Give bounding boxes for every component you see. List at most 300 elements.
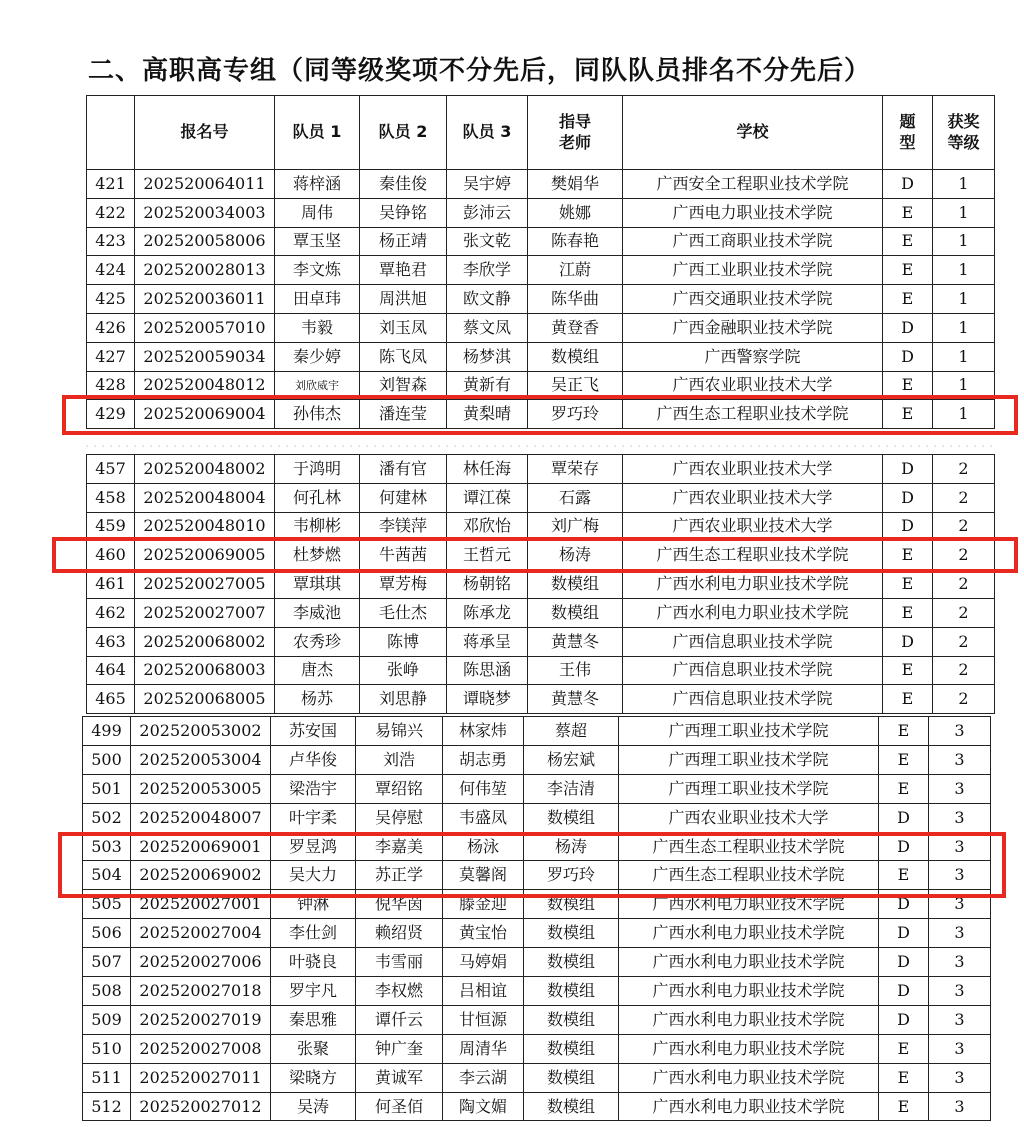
cell-advisor: 石露 bbox=[528, 483, 623, 512]
cell-member-2: 钟广奎 bbox=[356, 1034, 443, 1063]
table-row bbox=[83, 717, 991, 746]
cell-reg-no: 202520027005 bbox=[135, 570, 275, 599]
cell-member-3: 马婷娟 bbox=[443, 948, 524, 977]
cell-award: 3 bbox=[929, 1092, 991, 1121]
cell-award: 3 bbox=[929, 890, 991, 919]
table-row bbox=[83, 948, 991, 977]
cell-index: 421 bbox=[87, 170, 135, 199]
cell-type: D bbox=[883, 483, 933, 512]
cell-reg-no: 202520059034 bbox=[135, 342, 275, 371]
cell-member-1: 韦毅 bbox=[275, 313, 360, 342]
cell-award: 3 bbox=[929, 832, 991, 861]
cell-award: 2 bbox=[933, 656, 995, 685]
cell-member-3: 莫馨阁 bbox=[443, 861, 524, 890]
cell-member-1: 苏安国 bbox=[271, 717, 356, 746]
cell-member-1: 杜梦燃 bbox=[275, 541, 360, 570]
cell-advisor: 数模组 bbox=[528, 570, 623, 599]
cell-type: E bbox=[879, 1092, 929, 1121]
cell-index: 422 bbox=[87, 198, 135, 227]
cell-member-3: 彭沛云 bbox=[447, 198, 528, 227]
header-member-3: 队员 3 bbox=[447, 96, 528, 170]
cell-index: 511 bbox=[83, 1063, 131, 1092]
table-row bbox=[87, 541, 995, 570]
table-fragment-second-prize bbox=[86, 454, 995, 714]
cell-reg-no: 202520048007 bbox=[131, 803, 271, 832]
table-row bbox=[83, 1034, 991, 1063]
cell-school: 广西金融职业技术学院 bbox=[623, 313, 883, 342]
cell-member-2: 潘有官 bbox=[360, 455, 447, 484]
award-table-1 bbox=[86, 95, 995, 429]
table-row bbox=[87, 483, 995, 512]
cell-member-2: 秦佳俊 bbox=[360, 170, 447, 199]
cell-member-3: 吴宇婷 bbox=[447, 170, 528, 199]
cell-member-3: 杨梦淇 bbox=[447, 342, 528, 371]
cell-award: 1 bbox=[933, 198, 995, 227]
cell-member-2: 刘智森 bbox=[360, 371, 447, 400]
cell-index: 463 bbox=[87, 627, 135, 656]
cell-member-3: 林家炜 bbox=[443, 717, 524, 746]
cell-reg-no: 202520027011 bbox=[131, 1063, 271, 1092]
cell-member-3: 黄宝怡 bbox=[443, 919, 524, 948]
cell-type: D bbox=[883, 313, 933, 342]
cell-member-3: 何伟堃 bbox=[443, 774, 524, 803]
cell-index: 504 bbox=[83, 861, 131, 890]
cell-type: D bbox=[879, 890, 929, 919]
cell-advisor: 数模组 bbox=[524, 803, 619, 832]
cell-member-1: 李文炼 bbox=[275, 256, 360, 285]
cell-type: E bbox=[879, 1063, 929, 1092]
cell-index: 506 bbox=[83, 919, 131, 948]
cell-member-2: 刘浩 bbox=[356, 745, 443, 774]
cell-index: 457 bbox=[87, 455, 135, 484]
cell-school: 广西电力职业技术学院 bbox=[623, 198, 883, 227]
cell-member-1: 李威池 bbox=[275, 598, 360, 627]
cell-member-2: 张峥 bbox=[360, 656, 447, 685]
cell-reg-no: 202520048010 bbox=[135, 512, 275, 541]
cell-school: 广西农业职业技术大学 bbox=[623, 483, 883, 512]
table-body-second bbox=[87, 455, 995, 714]
cell-index: 500 bbox=[83, 745, 131, 774]
cell-school: 广西信息职业技术学院 bbox=[623, 656, 883, 685]
cell-member-3: 陈思涵 bbox=[447, 656, 528, 685]
cell-advisor: 吴正飞 bbox=[528, 371, 623, 400]
cell-school: 广西生态工程职业技术学院 bbox=[623, 400, 883, 429]
header-advisor bbox=[528, 96, 623, 170]
cell-award: 2 bbox=[933, 455, 995, 484]
cell-award: 3 bbox=[929, 948, 991, 977]
page-title: 二、高职高专组（同等级奖项不分先后，同队队员排名不分先后） bbox=[88, 56, 872, 86]
award-table-2 bbox=[86, 454, 995, 714]
cell-advisor: 数模组 bbox=[528, 598, 623, 627]
cell-member-1: 于鸿明 bbox=[275, 455, 360, 484]
header-member-2: 队员 2 bbox=[360, 96, 447, 170]
cell-index: 424 bbox=[87, 256, 135, 285]
cell-school: 广西信息职业技术学院 bbox=[623, 627, 883, 656]
cell-advisor: 数模组 bbox=[524, 1005, 619, 1034]
cell-award: 3 bbox=[929, 919, 991, 948]
cell-award: 3 bbox=[929, 745, 991, 774]
cell-reg-no: 202520028013 bbox=[135, 256, 275, 285]
header-award-text: 获奖等级 bbox=[947, 111, 980, 152]
cell-member-3: 滕金迎 bbox=[443, 890, 524, 919]
cell-reg-no: 202520053002 bbox=[131, 717, 271, 746]
cell-member-3: 邓欣怡 bbox=[447, 512, 528, 541]
cell-school: 广西水利电力职业技术学院 bbox=[623, 598, 883, 627]
cell-type: E bbox=[879, 1034, 929, 1063]
cell-advisor: 刘广梅 bbox=[528, 512, 623, 541]
cell-member-2: 黄诚军 bbox=[356, 1063, 443, 1092]
table-row bbox=[83, 1063, 991, 1092]
cell-school: 广西安全工程职业技术学院 bbox=[623, 170, 883, 199]
table-row bbox=[83, 919, 991, 948]
cell-type: D bbox=[879, 1005, 929, 1034]
cell-school: 广西交通职业技术学院 bbox=[623, 285, 883, 314]
header-type-text: 题型 bbox=[899, 111, 916, 152]
cell-index: 459 bbox=[87, 512, 135, 541]
cell-type: E bbox=[883, 598, 933, 627]
cell-member-2: 苏正学 bbox=[356, 861, 443, 890]
cell-reg-no: 202520027004 bbox=[131, 919, 271, 948]
cell-type: E bbox=[883, 371, 933, 400]
table-fragment-first-prize bbox=[86, 95, 995, 429]
cell-member-3: 杨泳 bbox=[443, 832, 524, 861]
cell-advisor: 数模组 bbox=[528, 342, 623, 371]
cell-reg-no: 202520027008 bbox=[131, 1034, 271, 1063]
cell-member-2: 杨正靖 bbox=[360, 227, 447, 256]
cell-index: 425 bbox=[87, 285, 135, 314]
cell-advisor: 王伟 bbox=[528, 656, 623, 685]
cell-reg-no: 202520069001 bbox=[131, 832, 271, 861]
cell-member-3: 黄梨晴 bbox=[447, 400, 528, 429]
cell-member-2: 李权燃 bbox=[356, 977, 443, 1006]
cell-advisor: 罗巧玲 bbox=[528, 400, 623, 429]
cell-index: 458 bbox=[87, 483, 135, 512]
cell-type: D bbox=[879, 948, 929, 977]
table-row bbox=[83, 745, 991, 774]
table-body-first bbox=[87, 170, 995, 429]
cell-award: 3 bbox=[929, 977, 991, 1006]
cell-index: 505 bbox=[83, 890, 131, 919]
header-index bbox=[87, 96, 135, 170]
cell-member-3: 陈承龙 bbox=[447, 598, 528, 627]
cell-advisor: 数模组 bbox=[524, 948, 619, 977]
cell-reg-no: 202520027019 bbox=[131, 1005, 271, 1034]
cell-member-1: 秦思雅 bbox=[271, 1005, 356, 1034]
cell-member-2: 韦雪丽 bbox=[356, 948, 443, 977]
cell-advisor: 樊娟华 bbox=[528, 170, 623, 199]
cell-school: 广西农业职业技术大学 bbox=[623, 512, 883, 541]
cell-type: E bbox=[879, 774, 929, 803]
cell-reg-no: 202520068005 bbox=[135, 685, 275, 714]
cell-advisor: 数模组 bbox=[524, 1092, 619, 1121]
cell-reg-no: 202520034003 bbox=[135, 198, 275, 227]
cell-advisor: 数模组 bbox=[524, 890, 619, 919]
cell-member-1: 梁晓方 bbox=[271, 1063, 356, 1092]
cell-advisor: 江蔚 bbox=[528, 256, 623, 285]
cell-advisor: 黄慧冬 bbox=[528, 627, 623, 656]
cell-type: D bbox=[879, 803, 929, 832]
cell-advisor: 陈华曲 bbox=[528, 285, 623, 314]
cell-member-1: 孙伟杰 bbox=[275, 400, 360, 429]
cell-index: 503 bbox=[83, 832, 131, 861]
cell-school: 广西工业职业技术学院 bbox=[623, 256, 883, 285]
cell-member-3: 陶文媚 bbox=[443, 1092, 524, 1121]
cell-advisor: 数模组 bbox=[524, 1063, 619, 1092]
cell-member-1: 何孔林 bbox=[275, 483, 360, 512]
header-reg-no: 报名号 bbox=[135, 96, 275, 170]
cell-index: 460 bbox=[87, 541, 135, 570]
cell-member-1: 吴涛 bbox=[271, 1092, 356, 1121]
cell-reg-no: 202520064011 bbox=[135, 170, 275, 199]
cell-member-2: 刘玉凤 bbox=[360, 313, 447, 342]
cell-type: D bbox=[879, 832, 929, 861]
cell-member-2: 何圣佰 bbox=[356, 1092, 443, 1121]
table-row bbox=[87, 227, 995, 256]
cell-member-2: 李嘉美 bbox=[356, 832, 443, 861]
cell-index: 462 bbox=[87, 598, 135, 627]
cell-school: 广西水利电力职业技术学院 bbox=[619, 890, 879, 919]
cell-type: D bbox=[879, 919, 929, 948]
cell-advisor: 罗巧玲 bbox=[524, 861, 619, 890]
cell-type: E bbox=[883, 685, 933, 714]
cell-member-1: 覃琪琪 bbox=[275, 570, 360, 599]
cell-member-1: 钟淋 bbox=[271, 890, 356, 919]
cell-reg-no: 202520058006 bbox=[135, 227, 275, 256]
cell-school: 广西水利电力职业技术学院 bbox=[623, 570, 883, 599]
cell-school: 广西农业职业技术大学 bbox=[619, 803, 879, 832]
cell-award: 1 bbox=[933, 256, 995, 285]
cell-member-1: 覃玉坚 bbox=[275, 227, 360, 256]
header-school: 学校 bbox=[623, 96, 883, 170]
table-row bbox=[87, 455, 995, 484]
cell-type: E bbox=[879, 861, 929, 890]
header-award bbox=[933, 96, 995, 170]
cell-award: 2 bbox=[933, 512, 995, 541]
cell-index: 427 bbox=[87, 342, 135, 371]
cell-type: E bbox=[883, 256, 933, 285]
cell-award: 3 bbox=[929, 861, 991, 890]
cell-reg-no: 202520027006 bbox=[131, 948, 271, 977]
table-row bbox=[87, 400, 995, 429]
cell-award: 3 bbox=[929, 1005, 991, 1034]
cell-type: E bbox=[879, 745, 929, 774]
header-type bbox=[883, 96, 933, 170]
cell-reg-no: 202520027018 bbox=[131, 977, 271, 1006]
cell-award: 2 bbox=[933, 541, 995, 570]
cell-advisor: 黄登香 bbox=[528, 313, 623, 342]
fragment-cut-marks bbox=[86, 437, 992, 455]
cell-member-2: 刘思静 bbox=[360, 685, 447, 714]
cell-member-1: 周伟 bbox=[275, 198, 360, 227]
cell-index: 499 bbox=[83, 717, 131, 746]
cell-award: 3 bbox=[929, 803, 991, 832]
cell-school: 广西水利电力职业技术学院 bbox=[619, 977, 879, 1006]
cell-member-2: 覃芳梅 bbox=[360, 570, 447, 599]
cell-school: 广西信息职业技术学院 bbox=[623, 685, 883, 714]
cell-reg-no: 202520036011 bbox=[135, 285, 275, 314]
cell-type: E bbox=[879, 717, 929, 746]
cell-member-1: 田卓玮 bbox=[275, 285, 360, 314]
table-row bbox=[87, 656, 995, 685]
cell-member-2: 潘连莹 bbox=[360, 400, 447, 429]
table-row bbox=[83, 803, 991, 832]
cell-member-3: 谭江葆 bbox=[447, 483, 528, 512]
cell-school: 广西农业职业技术大学 bbox=[623, 371, 883, 400]
cell-reg-no: 202520048012 bbox=[135, 371, 275, 400]
cell-member-1: 农秀珍 bbox=[275, 627, 360, 656]
cell-member-1: 叶宇柔 bbox=[271, 803, 356, 832]
cell-school: 广西生态工程职业技术学院 bbox=[619, 832, 879, 861]
cell-member-2: 陈飞凤 bbox=[360, 342, 447, 371]
table-row bbox=[83, 890, 991, 919]
cell-advisor: 黄慧冬 bbox=[528, 685, 623, 714]
cell-index: 461 bbox=[87, 570, 135, 599]
cell-index: 423 bbox=[87, 227, 135, 256]
cell-member-1: 杨苏 bbox=[275, 685, 360, 714]
cell-award: 1 bbox=[933, 371, 995, 400]
table-row bbox=[87, 598, 995, 627]
cell-member-2: 周洪旭 bbox=[360, 285, 447, 314]
cell-advisor: 数模组 bbox=[524, 919, 619, 948]
cell-type: D bbox=[883, 342, 933, 371]
cell-index: 428 bbox=[87, 371, 135, 400]
cell-advisor: 数模组 bbox=[524, 977, 619, 1006]
cell-member-2: 陈博 bbox=[360, 627, 447, 656]
cell-school: 广西水利电力职业技术学院 bbox=[619, 948, 879, 977]
cell-advisor: 杨涛 bbox=[524, 832, 619, 861]
cell-member-1: 刘欣威宇 bbox=[275, 371, 360, 400]
table-header-row bbox=[87, 96, 995, 170]
cell-reg-no: 202520027007 bbox=[135, 598, 275, 627]
cell-award: 3 bbox=[929, 717, 991, 746]
cell-member-3: 蔡文凤 bbox=[447, 313, 528, 342]
table-row bbox=[87, 256, 995, 285]
cell-type: D bbox=[883, 627, 933, 656]
cell-index: 501 bbox=[83, 774, 131, 803]
cell-reg-no: 202520069004 bbox=[135, 400, 275, 429]
table-row bbox=[87, 170, 995, 199]
cell-member-3: 张文乾 bbox=[447, 227, 528, 256]
cell-type: D bbox=[879, 977, 929, 1006]
cell-advisor: 杨宏斌 bbox=[524, 745, 619, 774]
cell-award: 1 bbox=[933, 342, 995, 371]
cell-award: 3 bbox=[929, 1034, 991, 1063]
cell-member-2: 吴铮铭 bbox=[360, 198, 447, 227]
cell-award: 2 bbox=[933, 570, 995, 599]
table-row bbox=[83, 1005, 991, 1034]
cell-advisor: 陈春艳 bbox=[528, 227, 623, 256]
cell-member-3: 李云湖 bbox=[443, 1063, 524, 1092]
cell-member-2: 毛仕杰 bbox=[360, 598, 447, 627]
cell-school: 广西农业职业技术大学 bbox=[623, 455, 883, 484]
cell-advisor: 覃荣存 bbox=[528, 455, 623, 484]
table-row bbox=[83, 861, 991, 890]
cell-type: E bbox=[883, 570, 933, 599]
cell-reg-no: 202520069005 bbox=[135, 541, 275, 570]
cell-reg-no: 202520057010 bbox=[135, 313, 275, 342]
cell-award: 2 bbox=[933, 483, 995, 512]
table-row bbox=[83, 832, 991, 861]
cell-type: E bbox=[883, 656, 933, 685]
cell-school: 广西理工职业技术学院 bbox=[619, 745, 879, 774]
cell-index: 509 bbox=[83, 1005, 131, 1034]
cell-member-2: 何建林 bbox=[360, 483, 447, 512]
cell-member-2: 李镁萍 bbox=[360, 512, 447, 541]
cell-member-2: 谭仟云 bbox=[356, 1005, 443, 1034]
cell-index: 464 bbox=[87, 656, 135, 685]
cell-award: 1 bbox=[933, 285, 995, 314]
table-body-third bbox=[83, 717, 991, 1121]
cell-index: 507 bbox=[83, 948, 131, 977]
cell-reg-no: 202520053005 bbox=[131, 774, 271, 803]
table-row bbox=[87, 342, 995, 371]
cell-member-1: 卢华俊 bbox=[271, 745, 356, 774]
cell-member-3: 韦盛凤 bbox=[443, 803, 524, 832]
cell-school: 广西水利电力职业技术学院 bbox=[619, 1005, 879, 1034]
cell-school: 广西水利电力职业技术学院 bbox=[619, 1063, 879, 1092]
cell-index: 510 bbox=[83, 1034, 131, 1063]
cell-index: 502 bbox=[83, 803, 131, 832]
cell-type: E bbox=[883, 541, 933, 570]
cell-member-3: 王哲元 bbox=[447, 541, 528, 570]
cell-member-3: 甘恒源 bbox=[443, 1005, 524, 1034]
cell-member-2: 吴停慰 bbox=[356, 803, 443, 832]
cell-award: 2 bbox=[933, 685, 995, 714]
cell-reg-no: 202520048004 bbox=[135, 483, 275, 512]
cell-member-1: 唐杰 bbox=[275, 656, 360, 685]
cell-member-2: 覃绍铭 bbox=[356, 774, 443, 803]
cell-reg-no: 202520027001 bbox=[131, 890, 271, 919]
cell-reg-no: 202520048002 bbox=[135, 455, 275, 484]
cell-award: 3 bbox=[929, 1063, 991, 1092]
cell-member-1: 韦柳彬 bbox=[275, 512, 360, 541]
table-fragment-third-prize bbox=[82, 716, 991, 1121]
award-table-3 bbox=[82, 716, 991, 1121]
cell-index: 512 bbox=[83, 1092, 131, 1121]
cell-type: E bbox=[883, 227, 933, 256]
cell-member-1: 张聚 bbox=[271, 1034, 356, 1063]
cell-member-1: 吴大力 bbox=[271, 861, 356, 890]
table-row bbox=[87, 313, 995, 342]
table-row bbox=[83, 774, 991, 803]
cell-school: 广西水利电力职业技术学院 bbox=[619, 1034, 879, 1063]
table-row bbox=[87, 627, 995, 656]
cell-member-2: 牛茜茜 bbox=[360, 541, 447, 570]
table-row bbox=[87, 512, 995, 541]
cell-index: 508 bbox=[83, 977, 131, 1006]
cell-type: D bbox=[883, 512, 933, 541]
cell-member-1: 蒋梓涵 bbox=[275, 170, 360, 199]
cell-award: 1 bbox=[933, 400, 995, 429]
cell-member-3: 杨朝铭 bbox=[447, 570, 528, 599]
table-row bbox=[83, 977, 991, 1006]
cell-type: D bbox=[883, 170, 933, 199]
cell-member-3: 胡志勇 bbox=[443, 745, 524, 774]
cell-index: 429 bbox=[87, 400, 135, 429]
table-row bbox=[87, 685, 995, 714]
header-member-1: 队员 1 bbox=[275, 96, 360, 170]
cell-member-3: 蒋承呈 bbox=[447, 627, 528, 656]
cell-school: 广西水利电力职业技术学院 bbox=[619, 1092, 879, 1121]
cell-reg-no: 202520068003 bbox=[135, 656, 275, 685]
cell-reg-no: 202520069002 bbox=[131, 861, 271, 890]
cell-member-3: 黄新有 bbox=[447, 371, 528, 400]
cell-member-1: 叶骁良 bbox=[271, 948, 356, 977]
table-row bbox=[87, 285, 995, 314]
cell-award: 3 bbox=[929, 774, 991, 803]
cell-member-2: 倪华茵 bbox=[356, 890, 443, 919]
cell-type: E bbox=[883, 400, 933, 429]
